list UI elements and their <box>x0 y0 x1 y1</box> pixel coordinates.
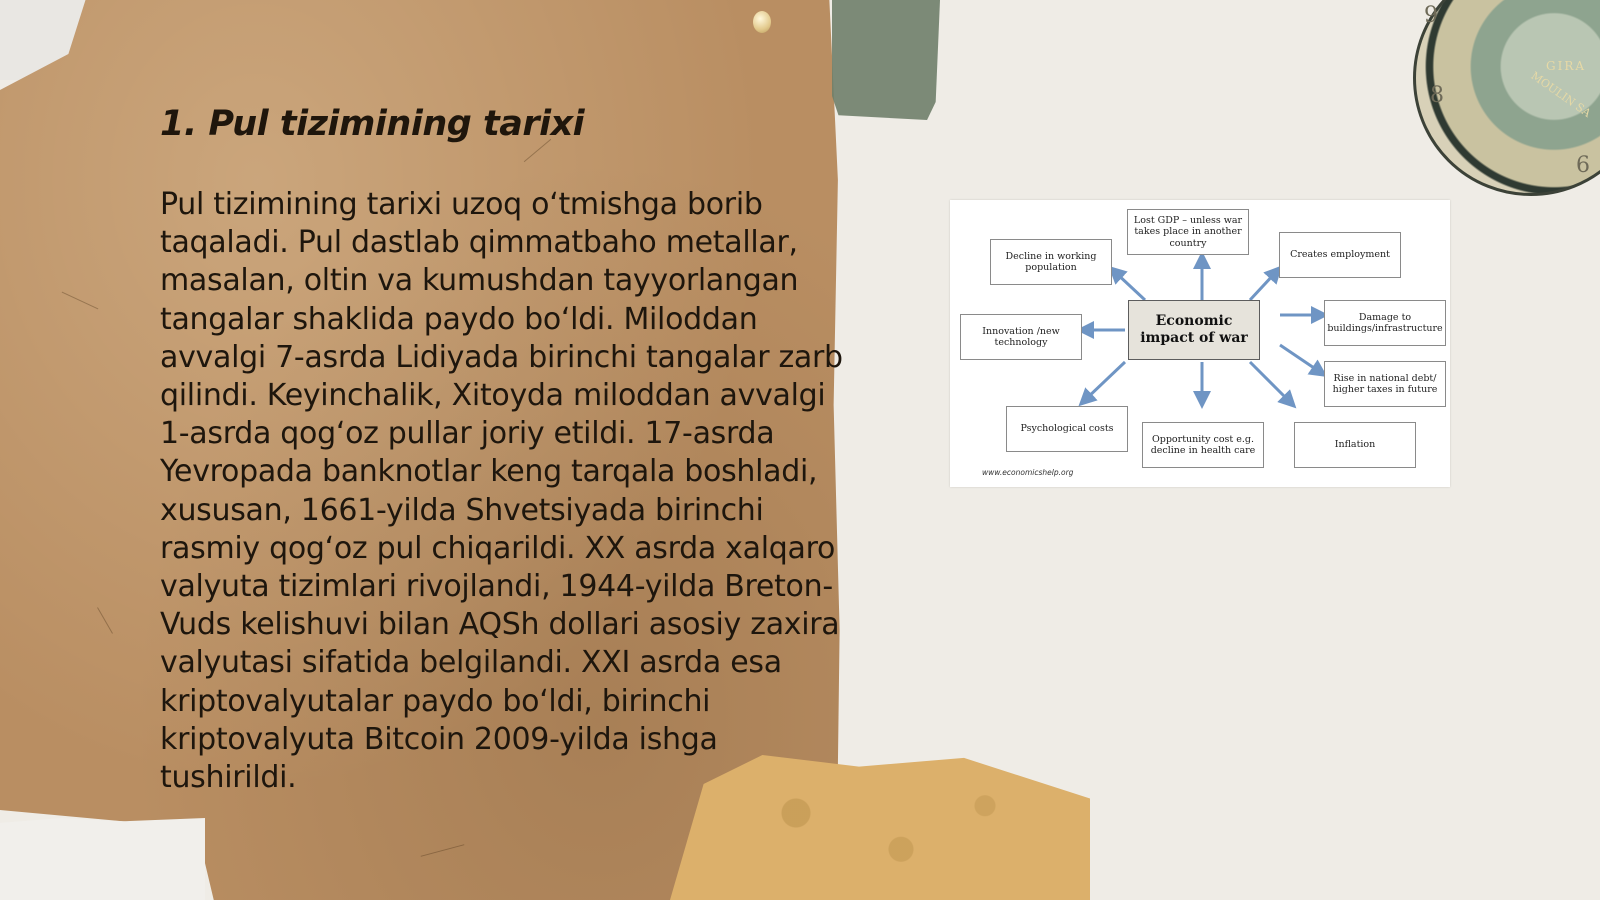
diagram-node-lost-gdp: Lost GDP – unless war takes place in another country <box>1127 209 1249 255</box>
diagram-node-national-debt: Rise in national debt/ higher taxes in future <box>1324 361 1446 407</box>
diagram-node-inflation: Inflation <box>1294 422 1416 468</box>
slide-title: 1. Pul tizimining tarixi <box>160 104 585 144</box>
diagram-node-psychological-costs: Psychological costs <box>1006 406 1128 452</box>
diagram-center-node: Economic impact of war <box>1128 300 1260 360</box>
diagram-node-creates-employment: Creates employment <box>1279 232 1401 278</box>
diagram-source: www.economicshelp.org <box>982 468 1074 477</box>
diagram-node-innovation: Innovation /new technology <box>960 314 1082 360</box>
clock-brand-text-2: MOULIN SA <box>1528 69 1594 120</box>
pin-icon <box>753 11 771 33</box>
diagram-node-opportunity-cost: Opportunity cost e.g. decline in health care <box>1142 422 1264 468</box>
arrow-up-right <box>1250 272 1276 300</box>
clock-number: 6 <box>1576 153 1590 178</box>
clock-number: 8 <box>1430 83 1444 108</box>
arrow-down-right-1 <box>1280 345 1320 372</box>
economic-impact-diagram <box>950 200 1450 487</box>
slide-body-text: Pul tizimining tarixi uzoq o‘tmishga borib taqaladi. Pul dastlab qimmatbaho metallar, masalan, oltin va kumushdan tayyorlangan tangalar shaklida paydo bo‘ldi. Miloddan avvalgi 7-asrda Lidiyada birinchi tangalar zarb qilindi. Keyinchalik, Xitoyda miloddan avvalgi 1-asrda qog‘oz pullar joriy etildi. 17-asrda Yevropada banknotlar keng tarqala boshladi, xususan, 1661-yilda Shvetsiyada birinchi rasmiy qog‘oz pul chiqarildi. XX asrda xalqaro valyuta tizimlari rivojlandi, 1944-yilda Breton-Vuds kelishuvi bilan AQSh dollari asosiy zaxira valyutasi sifatida belgilandi. XXI asrda esa kriptovalyutalar paydo bo‘ldi, birinchi kriptovalyuta Bitcoin 2009-yilda ishga tushirildi. <box>160 187 843 796</box>
arrow-up-left <box>1115 272 1145 300</box>
vintage-clock-decoration <box>1413 0 1600 196</box>
diagram-node-damage: Damage to buildings/infrastructure <box>1324 300 1446 346</box>
arrow-down-left <box>1085 362 1125 400</box>
clock-number: 9 <box>1424 3 1438 28</box>
paper-scrap-bottom-left <box>0 818 205 900</box>
clock-brand-text: GIRA <box>1546 59 1587 73</box>
arrow-down-right-2 <box>1250 362 1290 402</box>
green-tape <box>832 0 940 120</box>
diagram-node-decline-working-population: Decline in working population <box>990 239 1112 285</box>
